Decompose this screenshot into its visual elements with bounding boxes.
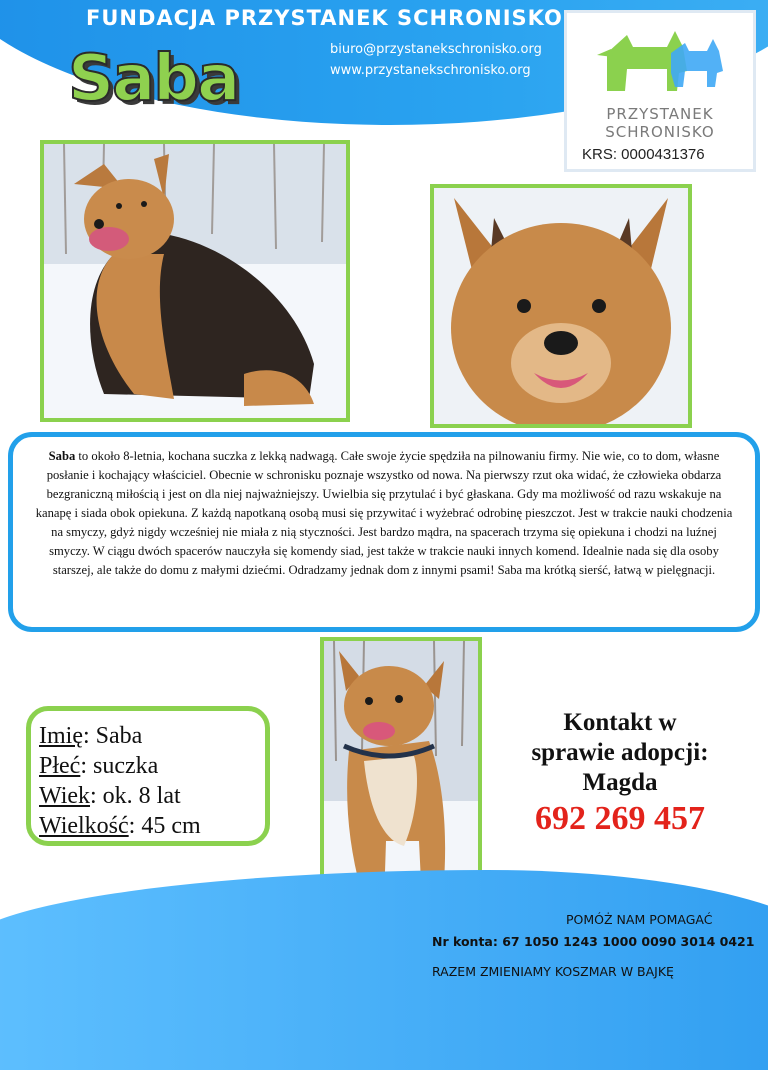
info-value: : Saba	[82, 723, 143, 749]
logo-text-line1: PRZYSTANEK	[606, 105, 714, 123]
dog-silhouettes-icon	[567, 13, 753, 103]
contact-name: Magda	[582, 769, 658, 796]
info-key: Płeć	[39, 753, 81, 779]
contact-line1: Kontakt w	[563, 709, 677, 736]
contact-phone[interactable]: 692 269 457	[535, 800, 705, 837]
info-key: Wielkość	[39, 813, 129, 839]
email-address[interactable]: biuro@przystanekschronisko.org	[330, 42, 542, 57]
info-size-line	[39, 811, 257, 841]
website-address[interactable]: www.przystanekschronisko.org	[330, 63, 531, 78]
krs-number: KRS: 0000431376	[582, 146, 705, 163]
bank-account: Nr konta: 67 1050 1243 1000 0090 3014 0421	[432, 934, 755, 949]
dog-info-box	[26, 706, 270, 846]
info-key: Imię	[39, 723, 83, 749]
info-name-line	[39, 721, 257, 751]
info-value: : ok. 8 lat	[90, 783, 181, 809]
photo-dog-sitting-snow	[40, 140, 350, 422]
info-age-line	[39, 781, 257, 811]
footer-motto: RAZEM ZMIENIAMY KOSZMAR W BAJKĘ	[432, 964, 674, 979]
description-text: to około 8-letnia, kochana suczka z lekką nadwagą. Całe swoje życie spędziła na pilnowaniu firmy. Nie wie, co to dom, własne posłanie i kochający właściciel. Obecnie w schronisku poznaje wszystko od nowa. Na pierwszy rzut oka widać, że człowieka obdarza bezgraniczną miłością i jest on dla niej najważniejszy. Uwielbia się przytulać i być głaskana. Gdy ma możliwość od razu wskakuje na kanapę i siada obok opiekuna. Z każdą napotkaną osobą musi się przywitać i wyżebrać odrobinę pieszczot. Jest w trakcie nauki chodzenia na smyczy, gdyż nigdy wcześniej nie miała z nią styczności. Jest bardzo mądra, na spacerach trzyma się opiekuna i chodzi na luźnej smyczy. W ciągu dwóch spacerów nauczyła się komendy siad, jest także w trakcie nauki innych komend. Idealnie nada się dla osoby starszej, ale także do domu z małymi dziećmi. Odradzamy jednak dom z innymi psami! Saba ma krótką sierść, łatwą w pielęgnacji.	[35, 449, 733, 577]
logo-text-line2: SCHRONISKO	[605, 123, 715, 141]
photo-dog-portrait	[430, 184, 692, 428]
footer-slogan: POMÓŻ NAM POMAGAĆ	[566, 912, 713, 927]
description-lead: Saba	[48, 449, 76, 463]
info-key: Wiek	[39, 783, 91, 809]
dog-name-logo: Saba	[68, 42, 239, 116]
adoption-contact	[500, 708, 740, 798]
info-value: : 45 cm	[128, 813, 201, 839]
contact-line2: sprawie adopcji:	[531, 739, 709, 766]
info-sex-line	[39, 751, 257, 781]
description-box	[8, 432, 760, 632]
info-value: : suczka	[80, 753, 159, 779]
organization-name: FUNDACJA PRZYSTANEK SCHRONISKO	[86, 6, 563, 30]
